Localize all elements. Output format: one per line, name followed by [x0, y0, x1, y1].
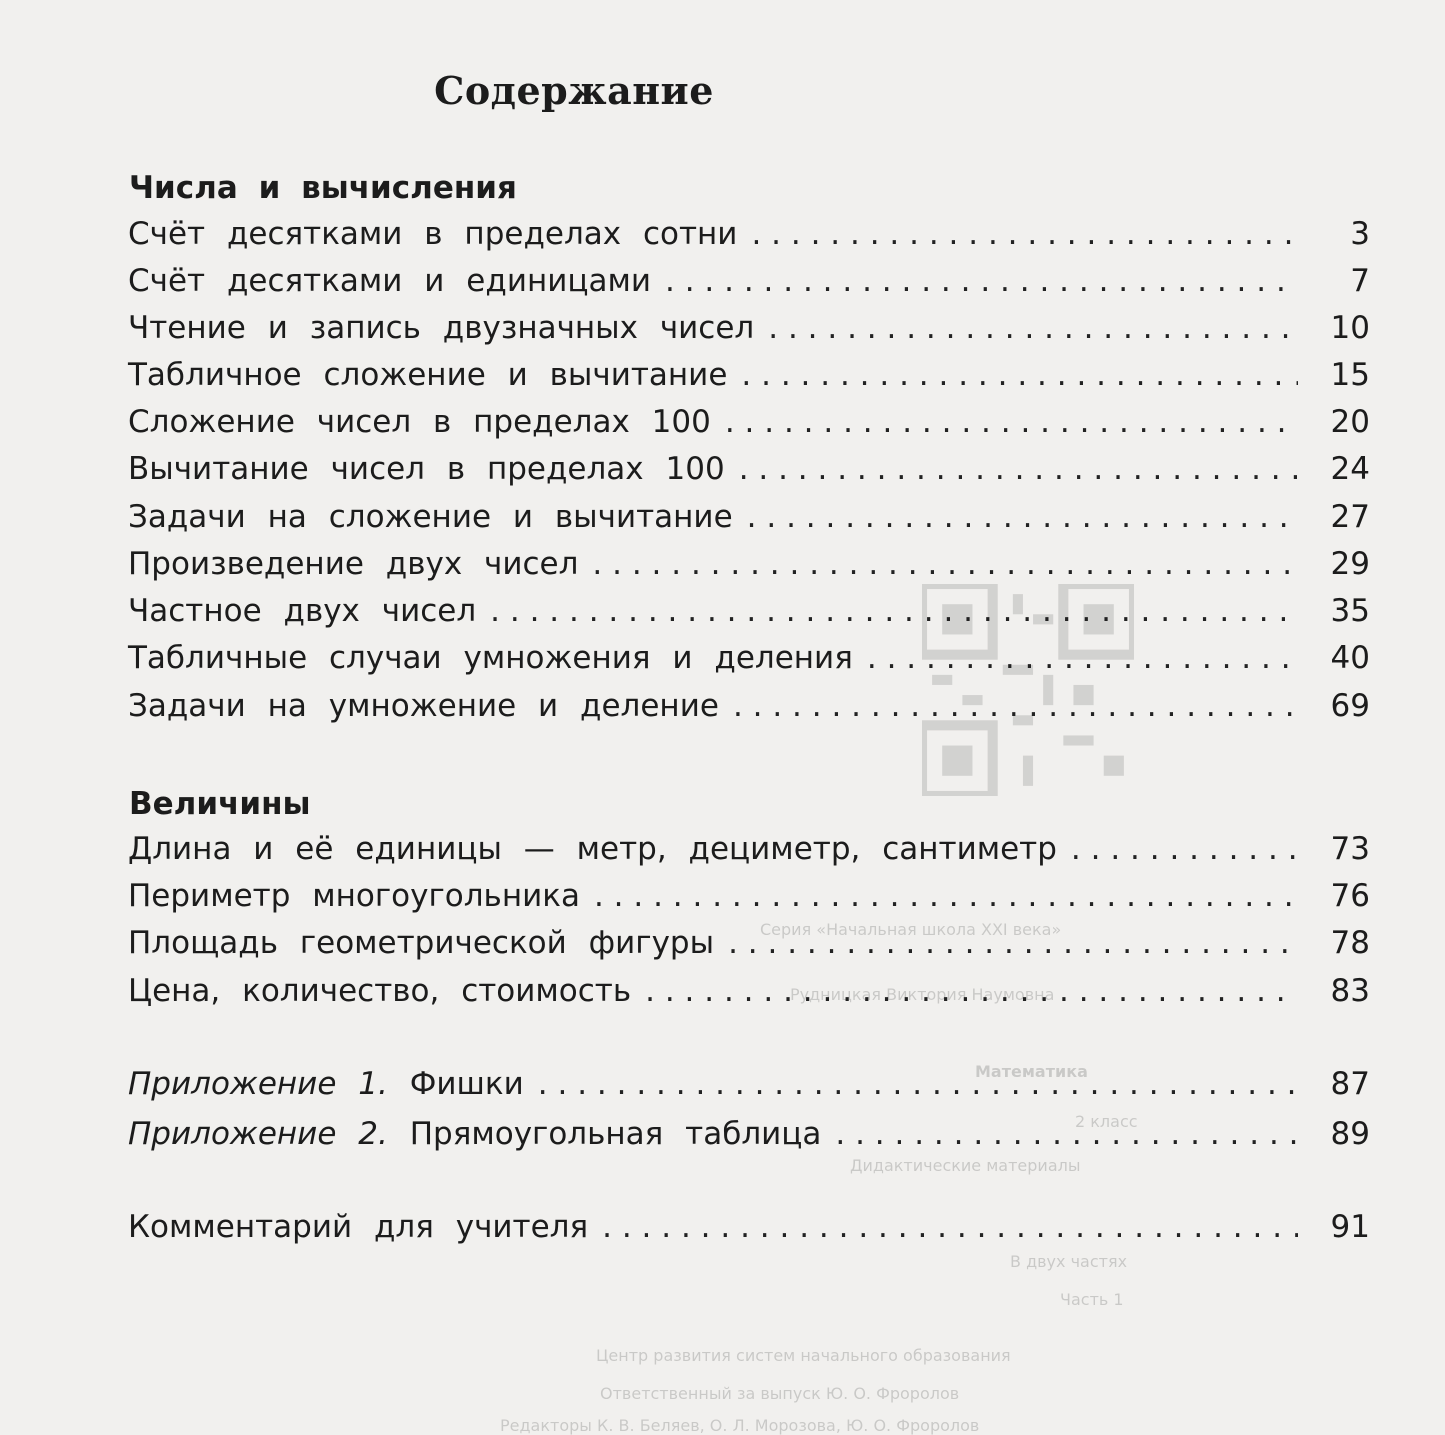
toc-row — [128, 546, 1370, 592]
toc-entry-label: Длина и её единицы — метр, дециметр, сантиметр — [128, 831, 1057, 867]
toc-entry-label: Табличное сложение и вычитание — [128, 357, 728, 393]
toc-entry-label: Комментарий для учителя — [128, 1209, 589, 1245]
toc-leader-dots — [594, 878, 1298, 914]
bleed-through-text: Дидактические материалы — [850, 1156, 1081, 1175]
toc-page-number: 15 — [1330, 357, 1370, 393]
toc-leader-dots — [665, 263, 1298, 299]
bleed-through-text: Ответственный за выпуск Ю. О. Фроролов — [600, 1384, 960, 1403]
toc-page-number: 76 — [1330, 878, 1370, 914]
toc-entry-label: Частное двух чисел — [128, 593, 477, 629]
toc-leader-dots — [741, 357, 1298, 393]
toc-page-number: 40 — [1330, 640, 1370, 676]
page-title: Содержание — [434, 68, 714, 113]
toc-page-number: 89 — [1330, 1116, 1370, 1152]
toc-page-number: 87 — [1330, 1066, 1370, 1102]
toc-page-number: 3 — [1350, 216, 1370, 252]
toc-entry-label — [128, 1066, 538, 1102]
toc-entry-label: Цена, количество, стоимость — [128, 973, 632, 1009]
bleed-through-text: Серия «Начальная школа XXI века» — [760, 920, 1062, 939]
toc-row — [128, 216, 1370, 262]
toc-leader-dots — [728, 925, 1298, 961]
toc-row — [128, 263, 1370, 309]
toc-page-number: 29 — [1330, 546, 1370, 582]
appendix-title: Прямоугольная таблица — [409, 1116, 822, 1152]
toc-entry-label: Площадь геометрической фигуры — [128, 925, 715, 961]
bleed-through-text: Центр развития систем начального образования — [596, 1346, 1011, 1365]
toc-leader-dots — [490, 593, 1298, 629]
bleed-through-text: Редакторы К. В. Беляев, О. Л. Морозова, Ю. О. Фроролов — [500, 1416, 980, 1435]
toc-leader-dots — [733, 688, 1298, 724]
toc-row — [128, 878, 1370, 924]
toc-leader-dots — [867, 640, 1298, 676]
toc-leader-dots — [725, 404, 1298, 440]
toc-entry-label: Вычитание чисел в пределах 100 — [128, 451, 725, 487]
bleed-through-text: Рудницкая Виктория Наумовна — [790, 985, 1055, 1004]
bleed-through-text: В двух частях — [1010, 1252, 1128, 1271]
section-heading: Числа и вычисления — [129, 170, 517, 206]
toc-entry-label: Сложение чисел в пределах 100 — [128, 404, 711, 440]
toc-page-number: 20 — [1330, 404, 1370, 440]
toc-page-number: 73 — [1330, 831, 1370, 867]
toc-entry-label: Задачи на умножение и деление — [128, 688, 719, 724]
toc-row — [128, 831, 1370, 877]
toc-page-number: 83 — [1330, 973, 1370, 1009]
toc-leader-dots — [592, 546, 1298, 582]
toc-leader-dots — [768, 310, 1298, 346]
appendix-prefix: Приложение 2. — [128, 1116, 388, 1152]
toc-page-number: 27 — [1330, 499, 1370, 535]
toc-row-commentary — [128, 1209, 1370, 1255]
toc-row — [128, 640, 1370, 686]
appendix-title: Фишки — [409, 1066, 524, 1102]
toc-entry-label: Табличные случаи умножения и деления — [128, 640, 853, 676]
toc-leader-dots — [835, 1116, 1298, 1152]
toc-page-number: 35 — [1330, 593, 1370, 629]
toc-row — [128, 357, 1370, 403]
toc-row-appendix — [128, 1066, 1370, 1112]
toc-row — [128, 925, 1370, 971]
toc-entry-label — [128, 1116, 835, 1152]
toc-entry-label: Чтение и запись двузначных чисел — [128, 310, 755, 346]
toc-row — [128, 593, 1370, 639]
toc-page-number: 24 — [1330, 451, 1370, 487]
toc-entry-label: Задачи на сложение и вычитание — [128, 499, 733, 535]
toc-entry-label: Счёт десятками в пределах сотни — [128, 216, 738, 252]
toc-row — [128, 310, 1370, 356]
bleed-through-text: Математика — [975, 1062, 1088, 1081]
toc-page-number: 10 — [1330, 310, 1370, 346]
toc-leader-dots — [645, 973, 1298, 1009]
toc-row — [128, 688, 1370, 734]
toc-leader-dots — [747, 499, 1298, 535]
appendix-prefix: Приложение 1. — [128, 1066, 388, 1102]
toc-entry-label: Произведение двух чисел — [128, 546, 579, 582]
toc-row — [128, 404, 1370, 450]
section-heading: Величины — [129, 786, 311, 822]
toc-row — [128, 451, 1370, 497]
bleed-through-text: 2 класс — [1075, 1112, 1138, 1131]
toc-leader-dots — [739, 451, 1298, 487]
toc-row — [128, 499, 1370, 545]
toc-page-number: 7 — [1350, 263, 1370, 299]
toc-row-appendix — [128, 1116, 1370, 1162]
toc-leader-dots — [1071, 831, 1298, 867]
toc-page-number: 91 — [1330, 1209, 1370, 1245]
toc-page-number: 69 — [1330, 688, 1370, 724]
toc-row — [128, 973, 1370, 1019]
toc-leader-dots — [602, 1209, 1298, 1245]
toc-leader-dots — [751, 216, 1298, 252]
toc-leader-dots — [538, 1066, 1298, 1102]
bleed-through-text: Часть 1 — [1060, 1290, 1124, 1309]
toc-entry-label: Счёт десятками и единицами — [128, 263, 652, 299]
toc-entry-label: Периметр многоугольника — [128, 878, 580, 914]
toc-page-number: 78 — [1330, 925, 1370, 961]
